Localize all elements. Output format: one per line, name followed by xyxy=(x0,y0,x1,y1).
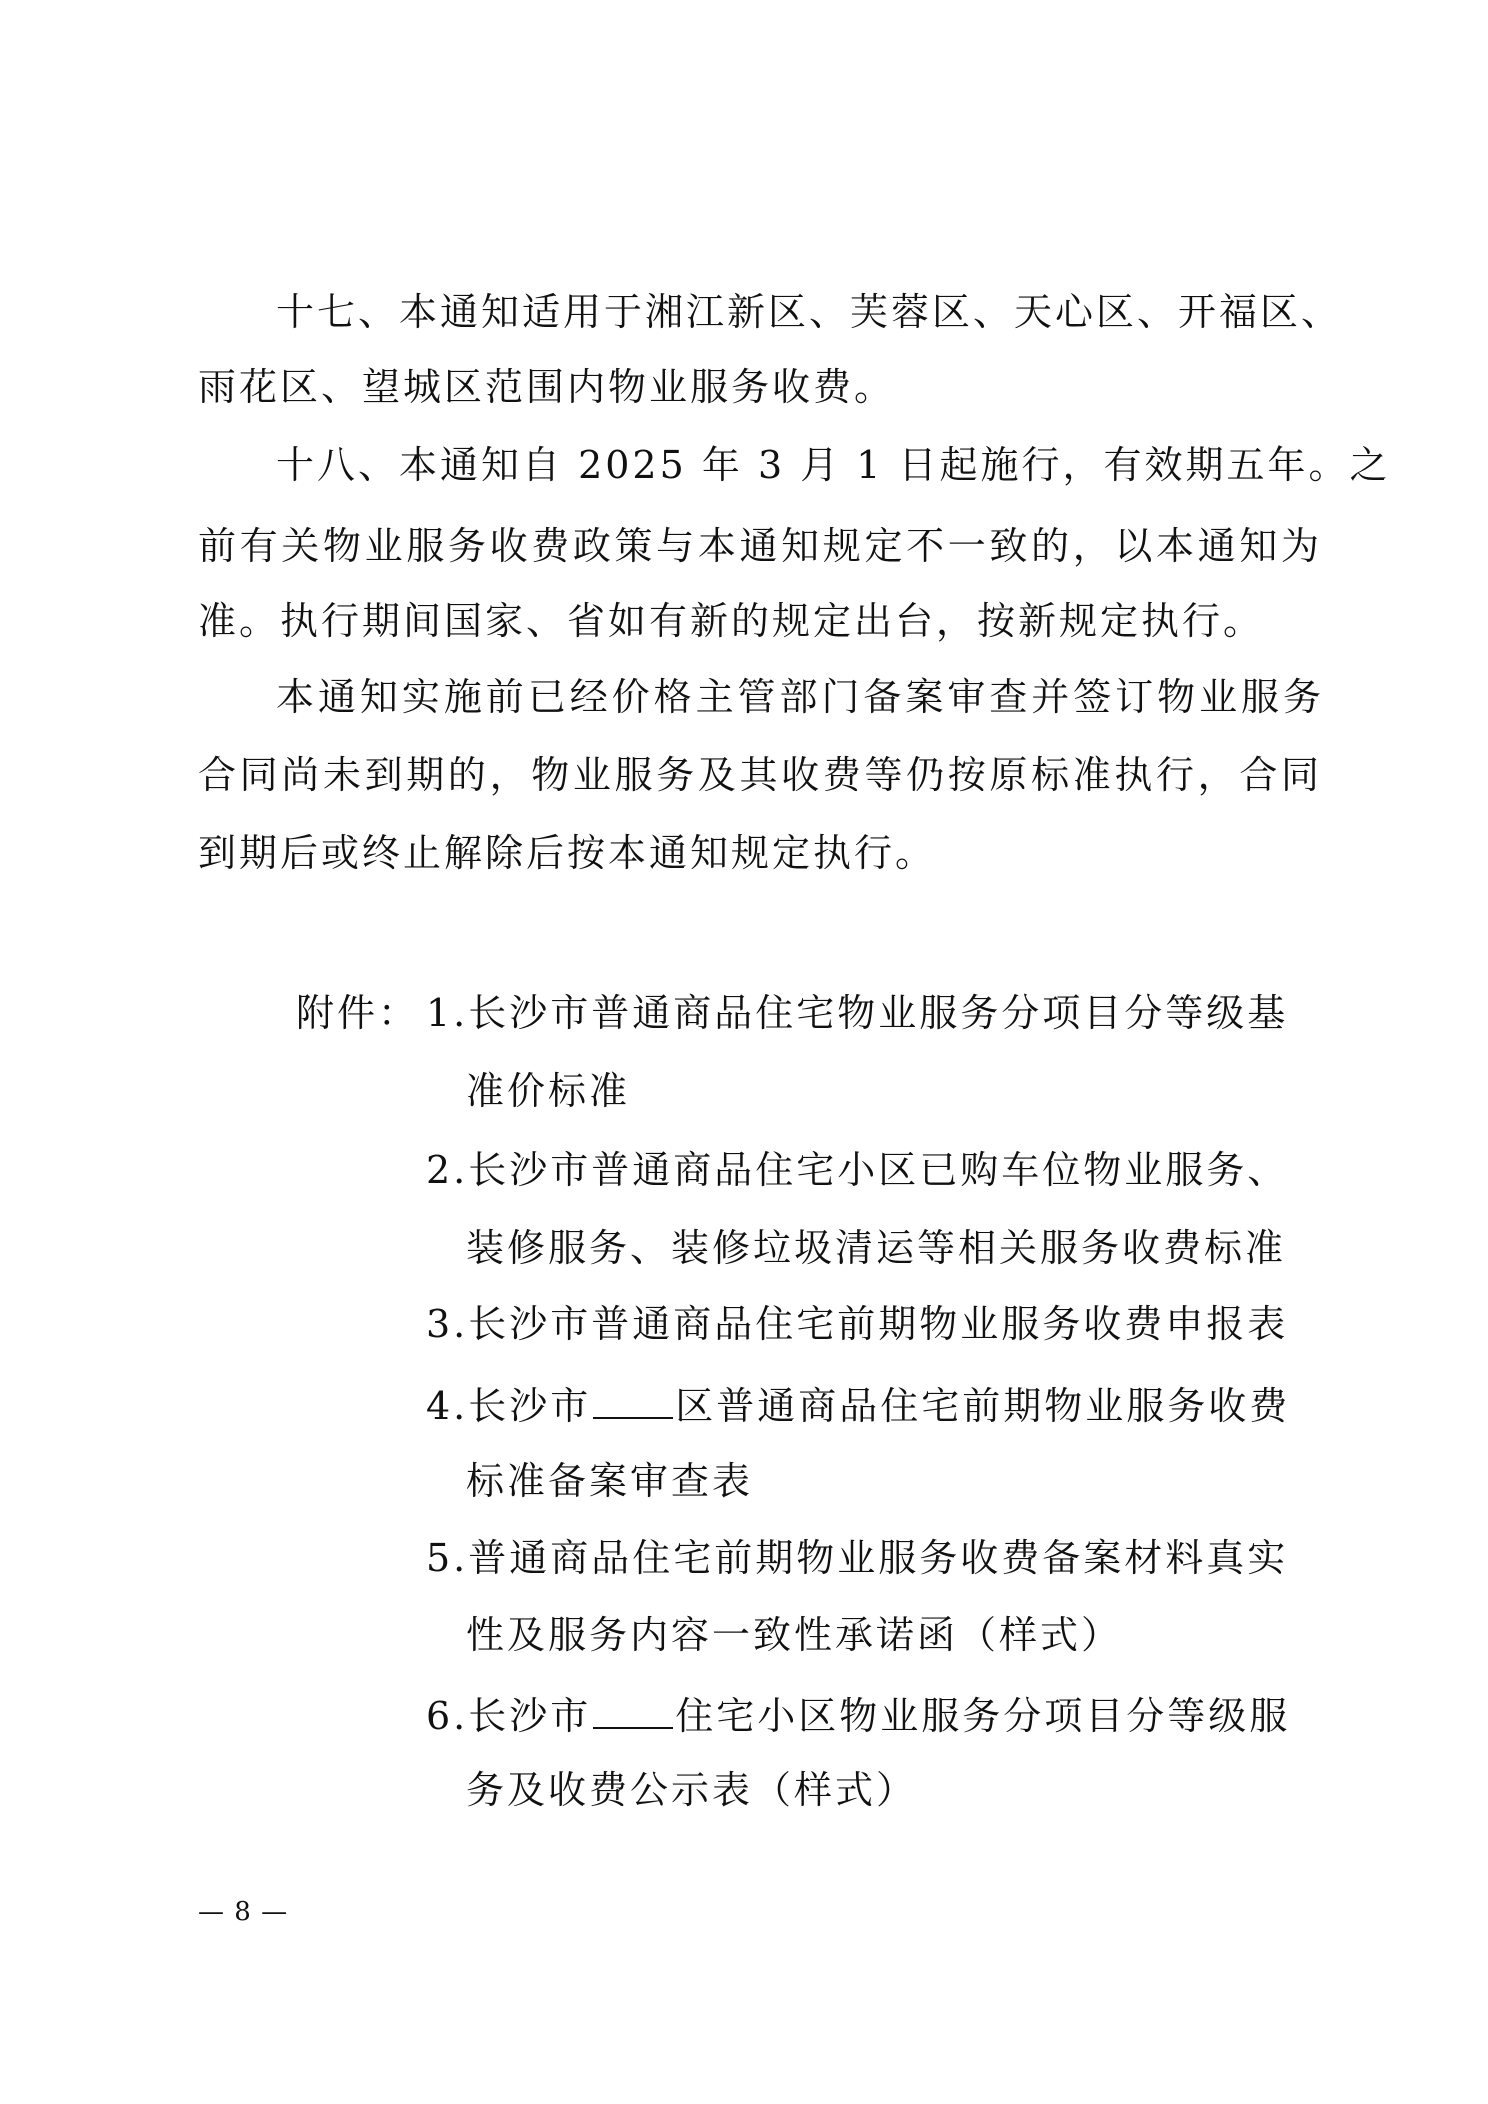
paragraph-contract-line-1: 本通知实施前已经价格主管部门备案审查并签订物业服务 xyxy=(276,675,1324,719)
paragraph-18-line-2: 前有关物业服务收费政策与本通知规定不一致的，以本通知为 xyxy=(198,524,1322,568)
attachment-2-line-2: 装修服务、装修垃圾清运等相关服务收费标准 xyxy=(466,1226,1287,1270)
paragraph-18-line-1: 十八、本通知自 2025 年 3 月 1 日起施行，有效期五年。之 xyxy=(276,443,1391,487)
attachment-5-line-1: 5.普通商品住宅前期物业服务收费备案材料真实 xyxy=(426,1536,1289,1580)
attachment-5-line-2: 性及服务内容一致性承诺函（样式） xyxy=(466,1613,1123,1657)
attachments-label: 附件： xyxy=(296,991,420,1035)
attachment-2-line-1: 2.长沙市普通商品住宅小区已购车位物业服务、 xyxy=(426,1148,1289,1192)
paragraph-contract-line-3: 到期后或终止解除后按本通知规定执行。 xyxy=(198,831,937,875)
attachment-1-line-2: 准价标准 xyxy=(466,1069,631,1113)
attachment-4-blank xyxy=(593,1383,673,1419)
page-number: — 8 — xyxy=(198,1897,289,1927)
attachment-6-prefix: 6.长沙市 xyxy=(426,1694,592,1738)
attachment-4-line-1 xyxy=(426,1383,1290,1426)
attachment-1-line-1: 1.长沙市普通商品住宅物业服务分项目分等级基 xyxy=(426,991,1289,1035)
paragraph-contract-line-2: 合同尚未到期的，物业服务及其收费等仍按原标准执行，合同 xyxy=(198,753,1322,797)
attachment-4-line-2: 标准备案审查表 xyxy=(466,1459,754,1503)
attachment-3-line-1: 3.长沙市普通商品住宅前期物业服务收费申报表 xyxy=(426,1302,1289,1346)
attachment-6-line-1 xyxy=(426,1693,1290,1736)
attachment-4-prefix: 4.长沙市 xyxy=(426,1384,592,1428)
paragraph-17-line-2: 雨花区、望城区范围内物业服务收费。 xyxy=(198,365,896,409)
attachment-4-suffix: 区普通商品住宅前期物业服务收费 xyxy=(675,1384,1291,1428)
paragraph-18-line-3: 准。执行期间国家、省如有新的规定出台，按新规定执行。 xyxy=(198,599,1265,643)
paragraph-17-line-1: 十七、本通知适用于湘江新区、芙蓉区、天心区、开福区、 xyxy=(276,290,1343,334)
attachment-6-blank xyxy=(593,1693,673,1729)
attachment-6-suffix: 住宅小区物业服务分项目分等级服 xyxy=(675,1694,1291,1738)
attachment-6-line-2: 务及收费公示表（样式） xyxy=(466,1768,918,1812)
